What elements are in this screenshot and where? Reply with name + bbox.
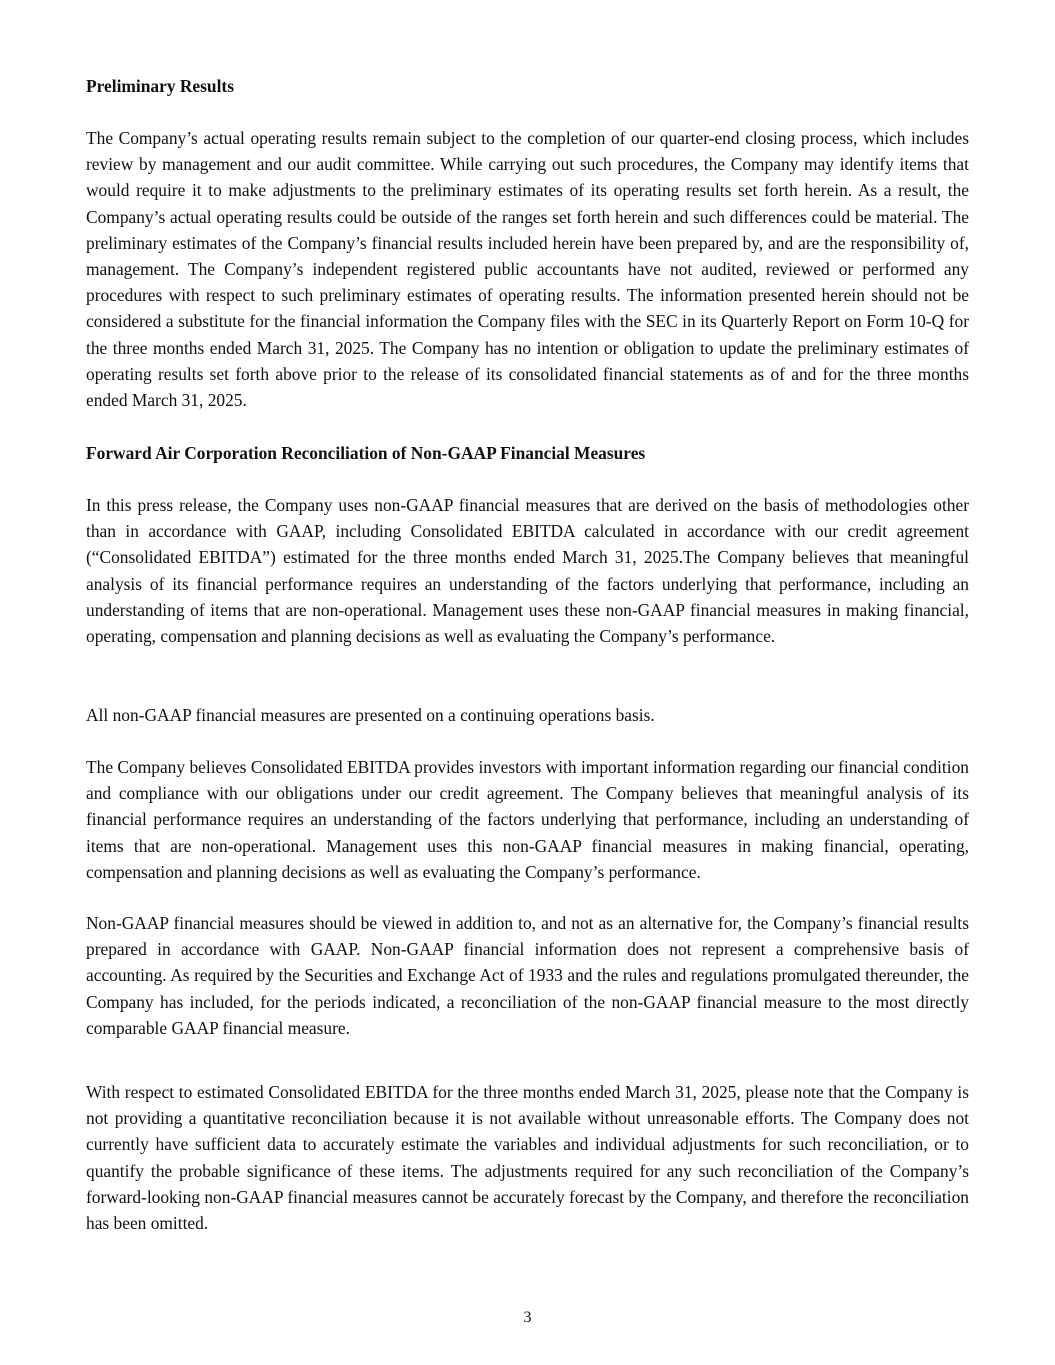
paragraph-ebitda-reconciliation-omitted: With respect to estimated Consolidated EBITDA for the three months ended March 31, 2025, please note that the Company is not providing a quantitative reconciliation because it is not available without unreasonable efforts. The Company does not currently have sufficient data to accurately estimate the variables and individual adjustments for such reconciliation, or to quantify the probable significance of these items. The adjustments required for any such reconciliation of the Company’s forward-looking non-GAAP financial measures cannot be accurately forecast by the Company, and therefore the reconciliation has been omitted. bbox=[86, 1082, 969, 1234]
paragraph-non-gaap-intro: In this press release, the Company uses non-GAAP financial measures that are derived on the basis of methodologies other than in accordance with GAAP, including Consolidated EBITDA calculated in accordance with our credit agreement (“Consolidated EBITDA”) estimated for the three months ended March 31, 2025.The Company believes that meaningful analysis of its financial performance requires an understanding of the factors underlying that performance, including an understanding of items that are non-operational. Management uses these non-GAAP financial measures in making financial, operating, compensation and planning decisions as well as evaluating the Company’s performance. bbox=[86, 495, 969, 647]
paragraph-consolidated-ebitda: The Company believes Consolidated EBITDA provides investors with important information regarding our financial condition and compliance with our obligations under our credit agreement. The Company believes that meaningful analysis of its financial performance requires an understanding of the factors underlying that performance, including an understanding of items that are non-operational. Management uses this non-GAAP financial measures in making financial, operating, compensation and planning decisions as well as evaluating the Company’s performance. bbox=[86, 757, 969, 882]
section-heading-preliminary-results: Preliminary Results bbox=[86, 76, 234, 96]
section-heading-non-gaap-reconciliation: Forward Air Corporation Reconciliation of Non-GAAP Financial Measures bbox=[86, 443, 646, 463]
page-number: 3 bbox=[523, 1309, 532, 1326]
paragraph-continuing-operations: All non-GAAP financial measures are presented on a continuing operations basis. bbox=[86, 705, 655, 725]
paragraph-non-gaap-viewing: Non-GAAP financial measures should be viewed in addition to, and not as an alternative for, the Company’s financial results prepared in accordance with GAAP. Non-GAAP financial information does not represent a comprehensive basis of accounting. As required by the Securities and Exchange Act of 1933 and the rules and regulations promulgated thereunder, the Company has included, for the periods indicated, a reconciliation of the non-GAAP financial measure to the most directly comparable GAAP financial measure. bbox=[86, 913, 969, 1038]
paragraph-preliminary-results: The Company’s actual operating results remain subject to the completion of our quarter-end closing process, which includes review by management and our audit committee. While carrying out such procedures, the Company may identify items that would require it to make adjustments to the preliminary estimates of its operating results set forth herein. As a result, the Company’s actual operating results could be outside of the ranges set forth herein and such differences could be material. The preliminary estimates of the Company’s financial results included herein have been prepared by, and are the responsibility of, management. The Company’s independent registered public accountants have not audited, reviewed or performed any procedures with respect to such preliminary estimates of operating results. The information presented herein should not be considered a substitute for the financial information the Company files with the SEC in its Quarterly Report on Form 10-Q for the three months ended March 31, 2025. The Company has no intention or obligation to update the preliminary estimates of operating results set forth above prior to the release of its consolidated financial statements as of and for the three months ended March 31, 2025. bbox=[86, 128, 969, 411]
